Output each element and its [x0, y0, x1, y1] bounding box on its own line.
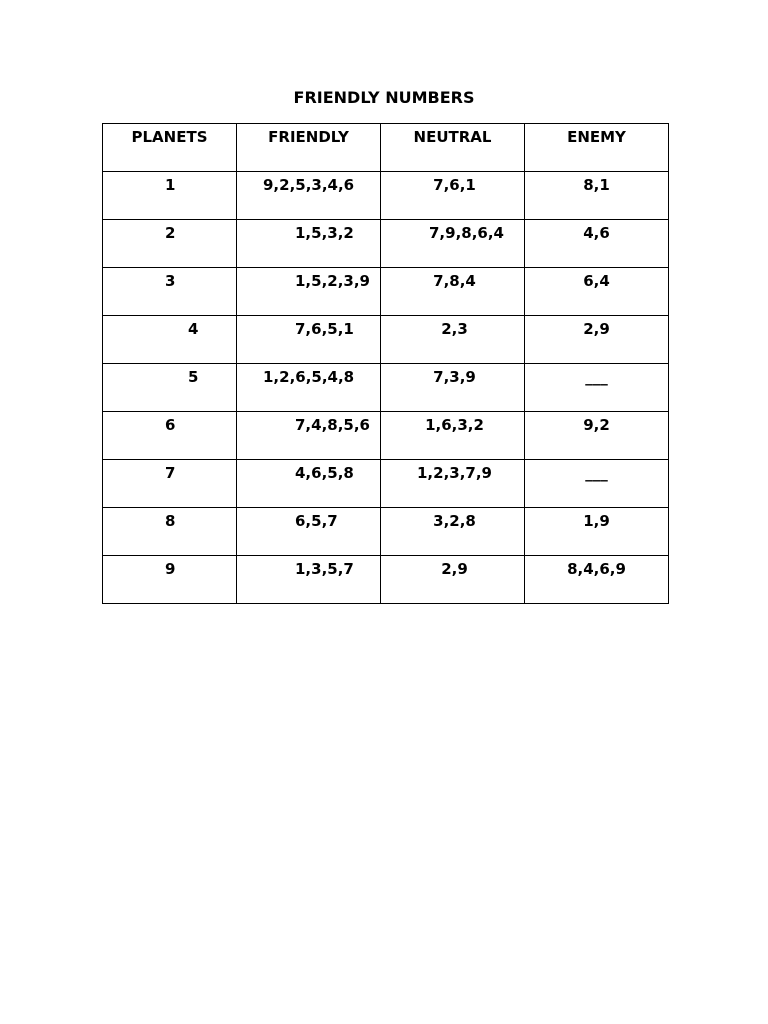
friendly-cell — [237, 172, 381, 220]
friendly-cell — [237, 508, 381, 556]
friendly-cell — [237, 316, 381, 364]
neutral-cell — [381, 220, 525, 268]
enemy-cell-text: 8,4,6,9 — [567, 560, 626, 578]
friendly-cell-text: 6,5,7 — [295, 512, 338, 530]
planet-cell-text: 8 — [165, 512, 176, 530]
planet-cell — [103, 508, 237, 556]
table-row — [103, 172, 669, 220]
enemy-cell-text: 1,9 — [583, 512, 610, 530]
neutral-cell — [381, 268, 525, 316]
friendly-cell-text: 7,4,8,5,6 — [295, 416, 370, 434]
planet-cell-text: 6 — [165, 416, 176, 434]
enemy-cell — [525, 316, 669, 364]
planet-cell-text: 4 — [188, 320, 199, 338]
planet-cell-text: 1 — [165, 176, 176, 194]
planet-cell — [103, 220, 237, 268]
enemy-cell-text: ___ — [585, 464, 608, 482]
planet-cell — [103, 316, 237, 364]
friendly-cell-text: 1,2,6,5,4,8 — [263, 368, 355, 386]
friendly-cell — [237, 412, 381, 460]
neutral-cell — [381, 364, 525, 412]
header-planets: PLANETS — [103, 124, 237, 172]
enemy-cell-text: 2,9 — [583, 320, 610, 338]
enemy-cell-text: 6,4 — [583, 272, 610, 290]
planet-cell — [103, 268, 237, 316]
neutral-cell-text: 2,9 — [441, 560, 468, 578]
planet-cell-text: 5 — [188, 368, 199, 386]
neutral-cell-text: 3,2,8 — [433, 512, 476, 530]
friendly-cell — [237, 220, 381, 268]
neutral-cell — [381, 412, 525, 460]
planet-cell — [103, 412, 237, 460]
friendly-cell-text: 1,5,3,2 — [295, 224, 354, 242]
friendly-cell-text: 1,5,2,3,9 — [295, 272, 370, 290]
header-neutral: NEUTRAL — [381, 124, 525, 172]
enemy-cell-text: ___ — [585, 368, 608, 386]
enemy-cell — [525, 508, 669, 556]
table-row — [103, 556, 669, 604]
neutral-cell — [381, 508, 525, 556]
planet-cell-text: 2 — [165, 224, 176, 242]
neutral-cell — [381, 556, 525, 604]
friendly-cell-text: 1,3,5,7 — [295, 560, 354, 578]
neutral-cell-text: 7,3,9 — [433, 368, 476, 386]
table-row — [103, 508, 669, 556]
enemy-cell — [525, 412, 669, 460]
enemy-cell — [525, 556, 669, 604]
neutral-cell — [381, 316, 525, 364]
friendly-cell-text: 7,6,5,1 — [295, 320, 354, 338]
enemy-cell — [525, 268, 669, 316]
table-row — [103, 412, 669, 460]
neutral-cell — [381, 460, 525, 508]
neutral-cell-text: 2,3 — [441, 320, 468, 338]
neutral-cell-text: 7,6,1 — [433, 176, 476, 194]
enemy-cell — [525, 220, 669, 268]
planet-cell-text: 3 — [165, 272, 176, 290]
neutral-cell — [381, 172, 525, 220]
planet-cell — [103, 460, 237, 508]
enemy-cell — [525, 460, 669, 508]
enemy-cell-text: 8,1 — [583, 176, 610, 194]
planet-cell-text: 7 — [165, 464, 176, 482]
table-row — [103, 316, 669, 364]
friendly-cell — [237, 556, 381, 604]
header-enemy: ENEMY — [525, 124, 669, 172]
table-row — [103, 220, 669, 268]
planet-cell-text: 9 — [165, 560, 176, 578]
neutral-cell-text: 1,2,3,7,9 — [417, 464, 492, 482]
planet-cell — [103, 556, 237, 604]
table-header-row — [103, 124, 669, 172]
enemy-cell-text: 4,6 — [583, 224, 610, 242]
friendly-cell-text: 4,6,5,8 — [295, 464, 354, 482]
table-row — [103, 460, 669, 508]
enemy-cell — [525, 172, 669, 220]
enemy-cell-text: 9,2 — [583, 416, 610, 434]
enemy-cell — [525, 364, 669, 412]
table-row — [103, 268, 669, 316]
friendly-numbers-table — [102, 123, 669, 604]
friendly-cell-text: 9,2,5,3,4,6 — [263, 176, 355, 194]
planet-cell — [103, 172, 237, 220]
header-friendly: FRIENDLY — [237, 124, 381, 172]
friendly-cell — [237, 460, 381, 508]
neutral-cell-text: 7,8,4 — [433, 272, 476, 290]
friendly-cell — [237, 268, 381, 316]
neutral-cell-text: 1,6,3,2 — [425, 416, 484, 434]
neutral-cell-text: 7,9,8,6,4 — [429, 224, 504, 242]
document-title: FRIENDLY NUMBERS — [293, 88, 475, 107]
friendly-cell — [237, 364, 381, 412]
planet-cell — [103, 364, 237, 412]
table-row — [103, 364, 669, 412]
